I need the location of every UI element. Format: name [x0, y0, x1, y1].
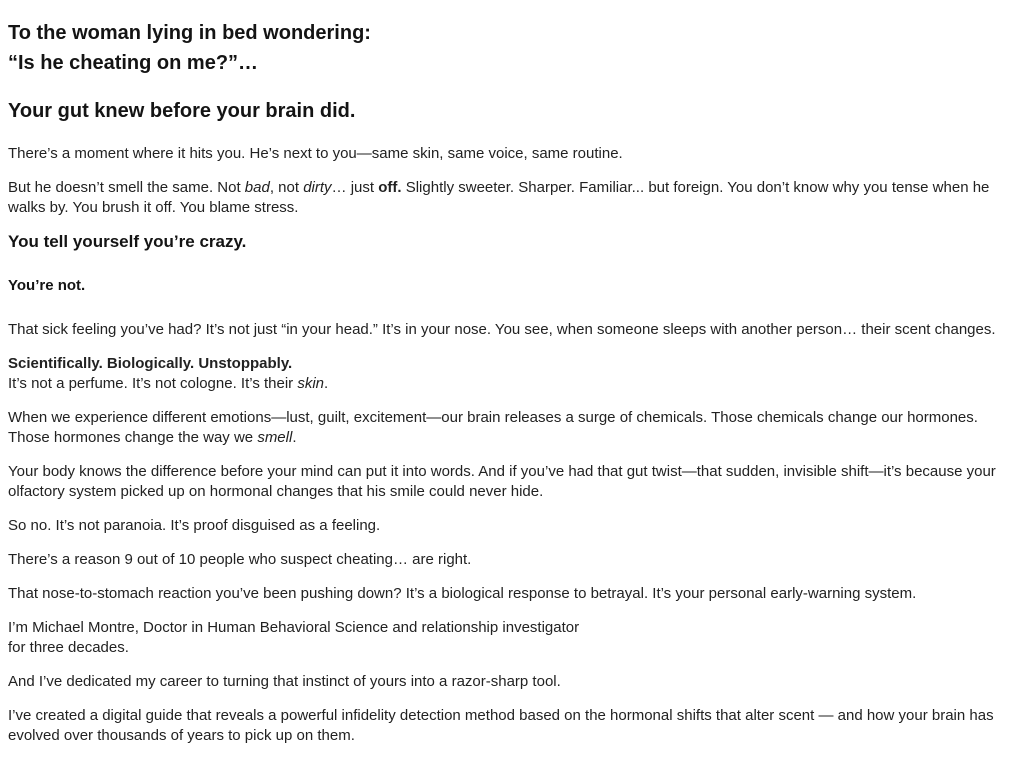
para-guide: [8, 706, 1016, 746]
text-run: .: [324, 375, 329, 392]
para-sick-feeling: [8, 320, 1016, 340]
text-run: , not: [269, 179, 304, 196]
heading-youre-not: [8, 276, 1016, 296]
text-run: To the woman lying in bed wondering:: [8, 22, 371, 44]
text-run: But he doesn’t smell the same. Not: [8, 179, 245, 196]
headline-main: [8, 18, 1016, 78]
para-career: [8, 672, 1016, 692]
text-run: That nose-to-stomach reaction you’ve been pushing down? It’s a biological response to betrayal. It’s your personal early-warning system.: [8, 585, 917, 602]
text-run: I’m Michael Montre, Doctor in Human Behavioral Science and relationship investigator: [8, 619, 580, 636]
text-run: Your gut knew before your brain did.: [8, 100, 356, 122]
text-run: for three decades.: [8, 639, 129, 656]
italic-text-run: skin: [297, 375, 325, 392]
text-run: That sick feeling you’ve had? It’s not just “in your head.” It’s in your nose. You see, when someone sleeps with another person… their scent changes.: [8, 321, 996, 338]
text-run: You tell yourself you’re crazy.: [8, 232, 247, 251]
para-smell: [8, 178, 1016, 218]
text-run: .: [292, 429, 297, 446]
text-run: I’ve created a digital guide that reveals a powerful infidelity detection method based on the hormonal shifts that alter scent — and how your brain has evolved over thousands of years to pick up on them.: [8, 707, 994, 744]
italic-text-run: bad: [244, 179, 270, 196]
text-run: So no. It’s not paranoia. It’s proof disguised as a feeling.: [8, 517, 381, 534]
para-nine-out-of-ten: [8, 550, 1016, 570]
text-run: You’re not.: [8, 277, 86, 294]
para-body-knows: [8, 462, 1016, 502]
text-run: When we experience different emotions—lust, guilt, excitement—our brain releases a surge of chemicals. Those chemicals change our hormones. Those hormones change the way we: [8, 409, 978, 446]
italic-text-run: dirty: [303, 179, 332, 196]
text-run: “Is he cheating on me?”…: [8, 52, 259, 74]
para-emotions: [8, 408, 1016, 448]
para-early-warning: [8, 584, 1016, 604]
text-run: And I’ve dedicated my career to turning that instinct of yours into a razor-sharp tool.: [8, 673, 561, 690]
text-run: Your body knows the difference before your mind can put it into words. And if you’ve had that gut twist—that sudden, invisible shift—it’s because your olfactory system picked up on hormonal changes that his smile could never hide.: [8, 463, 996, 500]
bold-text-run: Scientifically. Biologically. Unstoppably.: [8, 355, 293, 372]
text-run: It’s not a perfume. It’s not cologne. It’s their: [8, 375, 298, 392]
italic-text-run: smell: [257, 429, 293, 446]
para-not-paranoia: [8, 516, 1016, 536]
para-author-intro: [8, 618, 1016, 658]
headline-sub: [8, 96, 1016, 126]
para-scientifically: [8, 354, 1016, 394]
text-run: There’s a reason 9 out of 10 people who suspect cheating… are right.: [8, 551, 472, 568]
text-run: There’s a moment where it hits you. He’s next to you—same skin, same voice, same routine.: [8, 145, 623, 162]
heading-crazy: [8, 232, 1016, 252]
bold-text-run: off.: [378, 179, 402, 196]
para-moment: [8, 144, 1016, 164]
text-run: … just: [331, 179, 379, 196]
text-run: Slightly sweeter. Sharper. Familiar... but foreign. You don’t know why you tense when he walks by. You brush it off. You blame stress.: [8, 179, 990, 216]
sales-letter: [8, 18, 1016, 746]
